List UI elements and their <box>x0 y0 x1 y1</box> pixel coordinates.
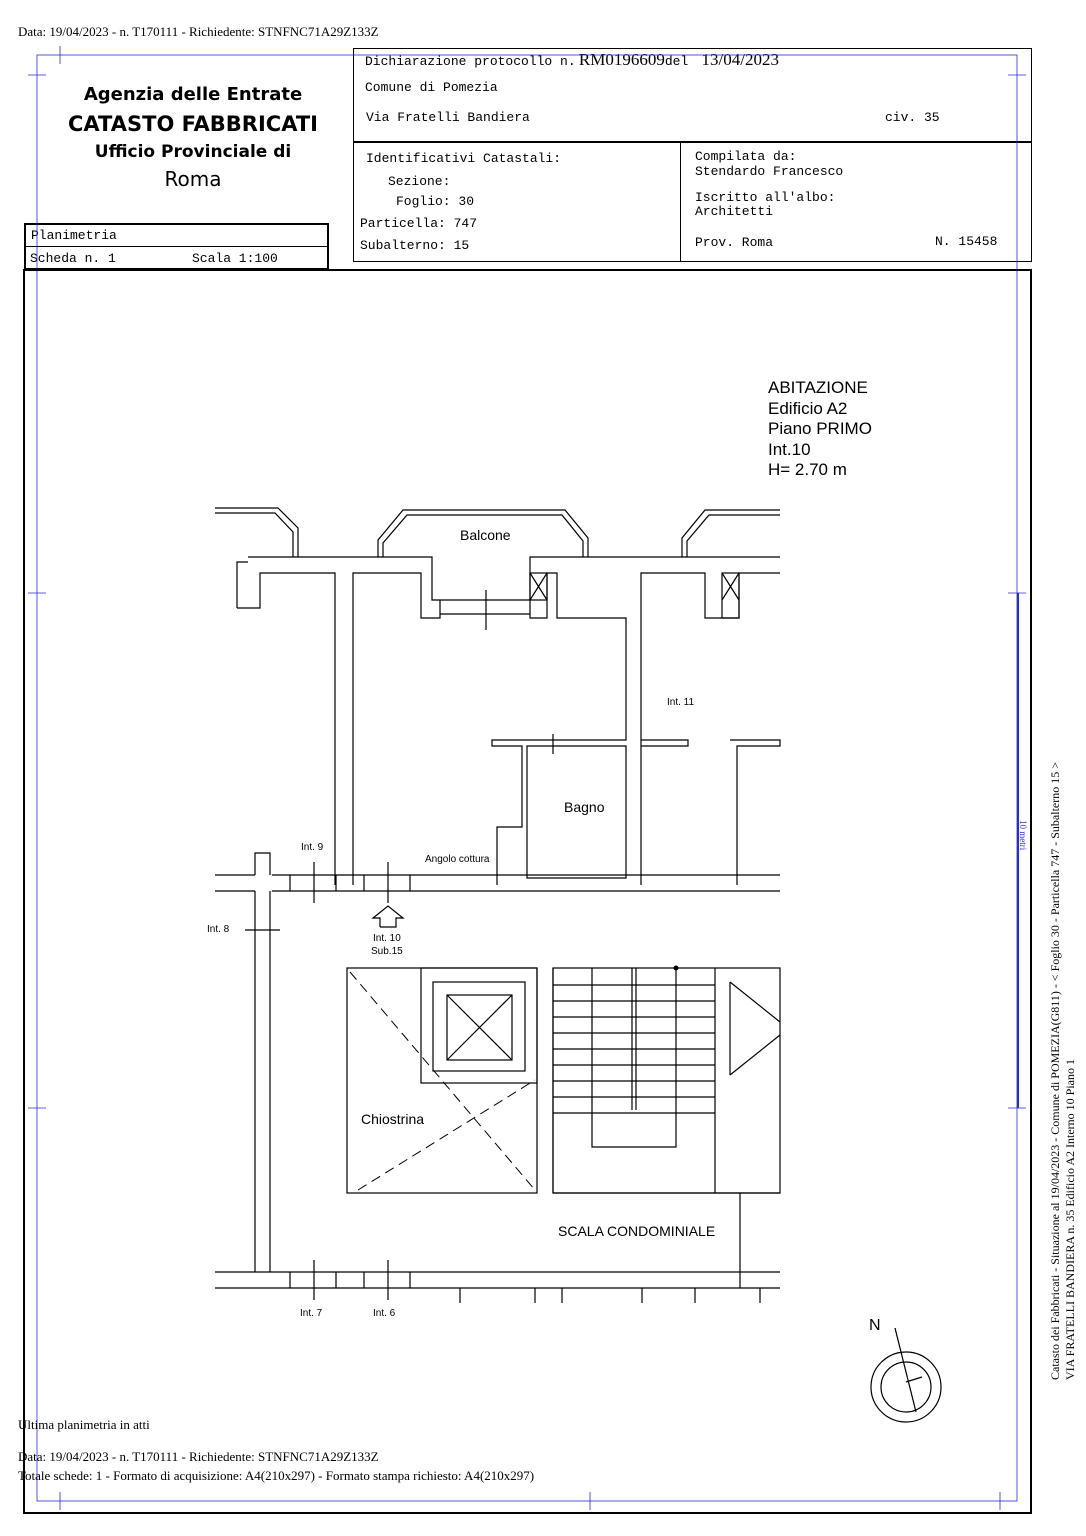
walls <box>215 508 780 1303</box>
comune-line: Comune di Pomezia <box>365 80 498 95</box>
label-int-11: Int. 11 <box>667 697 695 708</box>
footer-request-line: Data: 19/04/2023 - n. T170111 - Richiedente: STNFNC71A29Z133Z <box>18 1449 379 1464</box>
dwelling-info <box>768 378 872 481</box>
dwelling-type: ABITAZIONE <box>768 378 868 397</box>
north-label: N <box>869 1317 881 1334</box>
room-angolo-cottura: Angolo cottura <box>425 854 490 865</box>
dwelling-floor: Piano PRIMO <box>768 419 872 438</box>
label-int-9: Int. 9 <box>301 842 324 853</box>
ident-title: Identificativi Catastali: <box>366 151 562 166</box>
room-chiostrina: Chiostrina <box>361 1111 425 1127</box>
declaration-line: Dichiarazione protocollo n. RM0196609del 13/04/2023 <box>365 50 779 69</box>
label-sub-15: Sub.15 <box>371 946 403 957</box>
room-balcone: Balcone <box>460 527 511 543</box>
scala-label: Scala 1:100 <box>192 251 278 266</box>
prov-field: Prov. Roma <box>695 235 774 250</box>
scheda-label: Scheda n. 1 <box>30 251 116 266</box>
north-compass-icon <box>871 1328 941 1422</box>
ultima-planimetria: Ultima planimetria in atti <box>18 1417 150 1432</box>
room-bagno: Bagno <box>564 799 605 815</box>
side-caption-line-2: VIA FRATELLI BANDIERA n. 35 Edificio A2 Interno 10 Piano 1 <box>1063 1059 1077 1380</box>
iscritto-value: Architetti <box>695 204 774 219</box>
dwelling-building: Edificio A2 <box>768 398 848 418</box>
planimetria-label: Planimetria <box>31 228 117 243</box>
label-int-7: Int. 7 <box>300 1308 323 1319</box>
civico-line: civ. 35 <box>885 110 940 125</box>
particella-field: Particella: 747 <box>360 216 478 231</box>
compilata-label: Compilata da: <box>695 149 797 164</box>
side-caption-line-1: Catasto dei Fabbricati - Situazione al 19/04/2023 - Comune di POMEZIA(G811) - < Foglio 30 - Particella 747 - Subalterno 15 > <box>1048 762 1062 1380</box>
ufficio-label: Ufficio Provinciale di <box>94 142 292 162</box>
label-int-8: Int. 8 <box>207 924 230 935</box>
subalterno-field: Subalterno: 15 <box>360 238 470 253</box>
numero-field: N. 15458 <box>935 234 998 249</box>
label-int-6: Int. 6 <box>373 1308 396 1319</box>
agency-name: Agenzia delle Entrate <box>83 84 303 105</box>
ufficio-city: Roma <box>164 167 222 191</box>
footer-totale-line: Totale schede: 1 - Formato di acquisizione: A4(210x297) - Formato stampa richiesto: A4(210x297) <box>18 1468 535 1483</box>
catasto-title: CATASTO FABBRICATI <box>68 112 318 136</box>
stair-dot <box>674 966 679 971</box>
foglio-field: Foglio: 30 <box>396 194 475 209</box>
via-line: Via Fratelli Bandiera <box>366 110 530 125</box>
top-request-line: Data: 19/04/2023 - n. T170111 - Richiedente: STNFNC71A29Z133Z <box>18 24 379 39</box>
iscritto-label: Iscritto all'albo: <box>695 190 836 205</box>
compilata-name: Stendardo Francesco <box>695 164 844 179</box>
dwelling-interior: Int.10 <box>768 439 811 459</box>
sezione-field: Sezione: <box>388 174 451 189</box>
room-scala-condominiale: SCALA CONDOMINIALE <box>558 1223 716 1239</box>
label-int-10: Int. 10 <box>373 933 401 944</box>
scale-bar-label: 10 metri <box>1018 820 1028 851</box>
dwelling-height: H= 2.70 m <box>768 460 847 479</box>
